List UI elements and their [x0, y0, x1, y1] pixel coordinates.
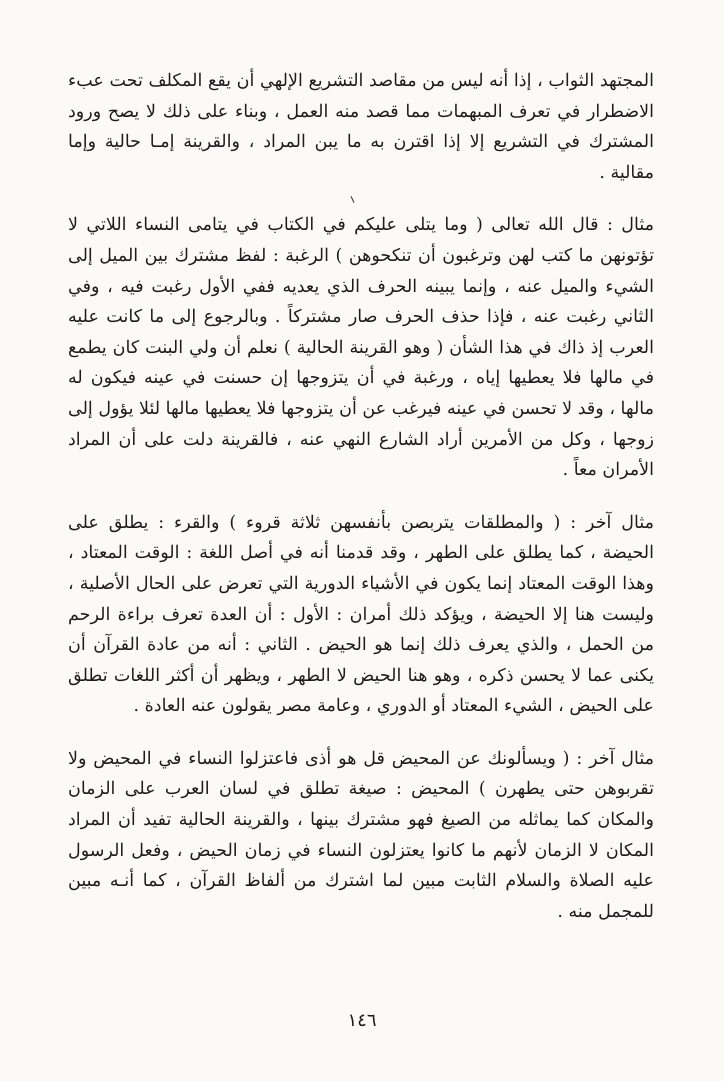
page-text-body [68, 66, 654, 1056]
paragraph-3: مثال آخر : ( والمطلقات يتربصن بأنفسهن ثلاثة قروء ) والقرء : يطلق على الحيضة ، كما يطلق على الطهر ، وقد قدمنا أنه في أصل اللغة : الوقت المعتاد ، وهذا الوقت المعتاد إنما يكون في الأشياء الدورية التي تعرض على الحال الأصلية ، وليست هنا إلا الحيضة ، ويؤكد ذلك أمران : الأول : أن العدة تعرف براءة الرحم من الحمل ، والذي يعرف ذلك إنما هو الحيض . الثاني : أنه من عادة القرآن أن يكنى عما لا يحسن ذكره ، وهو هنا الحيض لا الطهر ، ويظهر أن أكثر اللغات تطلق على الحيض ، الشيء المعتاد أو الدوري ، وعامة مصر يقولون عنه العادة . [68, 512, 654, 717]
paragraph-4: مثال آخر : ( ويسألونك عن المحيض قل هو أذى فاعتزلوا النساء في المحيض ولا تقربوهن حتى يطهرن ) المحيض : صيغة تطلق في لسان العرب على الزمان والمكان كما يماثله من الصيغ فهو مشترك بينها ، والقرينة الحالية تفيد أن المراد المكان لا الزمان لأنهم ما كانوا يعتزلون النساء في زمان الحيض ، وفعل الرسول عليه الصلاة والسلام الثابت مبين لما اشترك من ألفاظ القرآن ، كما أنـه مبين للمجمل منه . [68, 748, 654, 922]
paragraph-1: المجتهد الثواب ، إذا أنه ليس من مقاصد التشريع الإلهي أن يقع المكلف تحت عبء الاضطرار في تعرف المبهمات مما قصد منه العمل ، وبناء على ذلك لا يصح ورود المشترك في التشريع إلا إذا اقترن به ما يبن المراد ، والقرينة إمـا حالية وإما مقالية . [68, 71, 654, 183]
paragraph-2: مثال : قال الله تعالى ( وما يتلى عليكم في الكتاب في يتامى النساء اللاتي لا تؤتونهن ما كتب لهن وترغبون أن تنكحوهن ) الرغبة : لفظ مشترك بين الميل إلى الشيء والميل عنه ، وإنما يبينه الحرف الذي يعديه ففي الأول رغبت فيه ، وفي الثاني رغبت عنه ، فإذا حذف الحرف صار مشتركاً . وبالرجوع إلى ما كانت عليه العرب إذ ذاك في هذا الشأن ( وهو القرينة الحالية ) نعلم أن ولي البنت كان يطمع في مالها فلا يعطيها إياه ، ورغبة في أن يتزوجها إن حسنت في عينه فيكون له مالها ، وقد لا تحسن في عينه فيرغب عن أن يتزوجها فلا يعطيها مالها لئلا يؤول إلى زوجها ، وكل من الأمرين أراد الشارع النهي عنه ، فالقرينة دلت على أن المراد الأمران معاً . [68, 215, 654, 481]
page-number: ١٤٦ [347, 1010, 377, 1031]
